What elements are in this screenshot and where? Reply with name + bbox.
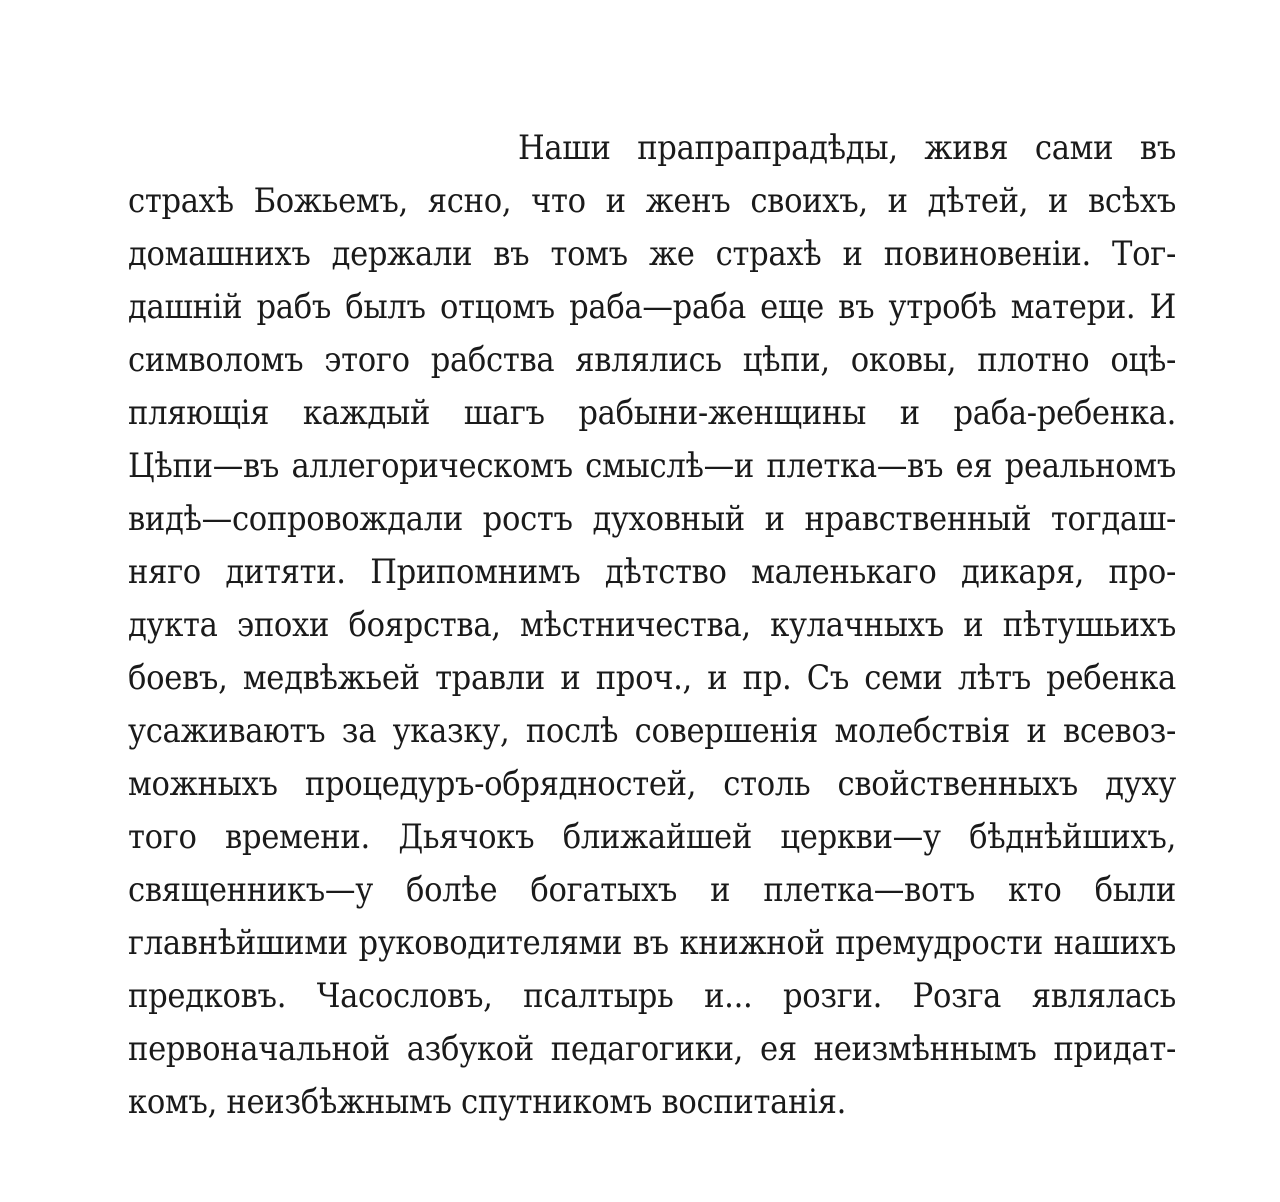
text-line: няго дитяти. Припомнимъ дѣтство маленькаго дикаря, про- bbox=[128, 552, 1176, 592]
text-line: домашнихъ держали въ томъ же страхѣ и повиновеніи. Тог- bbox=[128, 234, 1176, 274]
text-line: того времени. Дьячокъ ближайшей церкви—у бѣднѣйшихъ, bbox=[128, 817, 1176, 857]
text-line: символомъ этого рабства являлись цѣпи, оковы, плотно оцѣ- bbox=[128, 340, 1176, 380]
text-line: Цѣпи—въ аллегорическомъ смыслѣ—и плетка—въ ея реальномъ bbox=[128, 446, 1176, 486]
text-line: дукта эпохи боярства, мѣстничества, кулачныхъ и пѣтушьихъ bbox=[128, 605, 1176, 645]
text-line: главнѣйшими руководителями въ книжной премудрости нашихъ bbox=[128, 923, 1176, 963]
text-line: видѣ—сопровождали ростъ духовный и нравственный тогдаш- bbox=[128, 499, 1176, 539]
text-line: боевъ, медвѣжьей травли и проч., и пр. Съ семи лѣтъ ребенка bbox=[128, 658, 1176, 698]
text-line: комъ, неизбѣжнымъ спутникомъ воспитанія. bbox=[128, 1082, 847, 1122]
text-line: усаживаютъ за указку, послѣ совершенія молебствія и всевоз- bbox=[128, 711, 1176, 751]
text-line: пляющія каждый шагъ рабыни-женщины и раба-ребенка. bbox=[128, 393, 1176, 433]
text-line: Наши прапрапрадѣды, живя сами въ bbox=[518, 128, 1176, 168]
text-line: дашній рабъ былъ отцомъ раба—раба еще въ утробѣ матери. И bbox=[128, 287, 1176, 327]
text-line: страхѣ Божьемъ, ясно, что и женъ своихъ, и дѣтей, и всѣхъ bbox=[128, 181, 1176, 221]
text-line: первоначальной азбукой педагогики, ея неизмѣннымъ придат- bbox=[128, 1029, 1176, 1069]
text-line: предковъ. Часословъ, псалтырь и... розги. Розга являлась bbox=[128, 976, 1176, 1016]
text-block bbox=[128, 122, 1176, 1129]
text-line: можныхъ процедуръ-обрядностей, столь свойственныхъ духу bbox=[128, 764, 1176, 804]
text-line: священникъ—у болѣе богатыхъ и плетка—вотъ кто были bbox=[128, 870, 1176, 910]
